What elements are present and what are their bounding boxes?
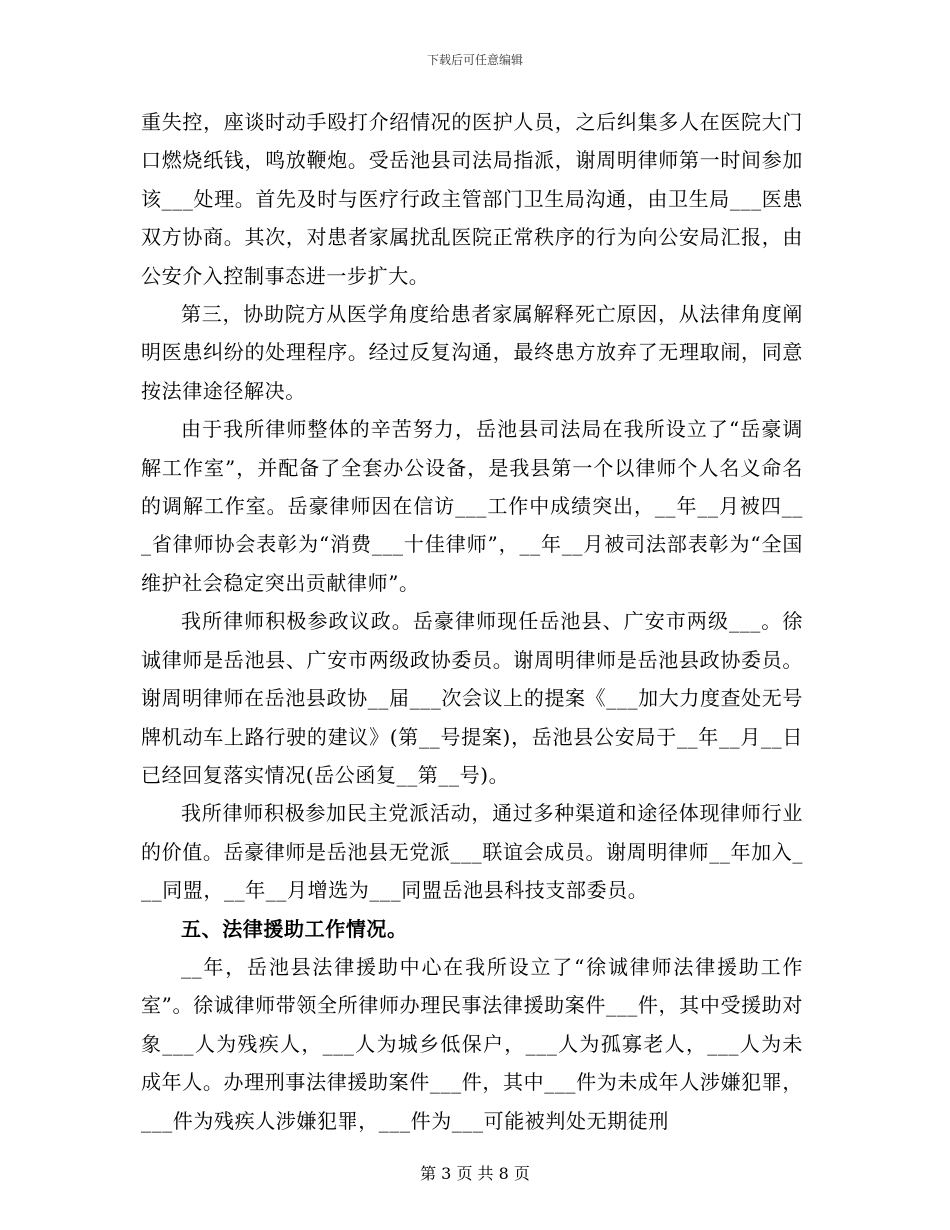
paragraph-democratic-parties: 我所律师积极参加民主党派活动，通过多种渠道和途径体现律师行业的价值。岳豪律师是岳池县无党派___联谊会成员。谢周明律师__年加入___同盟，__年__月增选为___同盟岳池县科技支部委员。	[141, 801, 803, 903]
paragraph-third-point: 第三，协助院方从医学角度给患者家属解释死亡原因，从法律角度阐明医患纠纷的处理程序。经过反复沟通，最终患方放弃了无理取闹，同意按法律途径解决。	[141, 302, 803, 403]
paragraph-continuation: 重失控，座谈时动手殴打介绍情况的医护人员，之后纠集多人在医院大门口燃烧纸钱，鸣放鞭炮。受岳池县司法局指派，谢周明律师第一时间参加该___处理。首先及时与医疗行政主管部门卫生局沟通，由卫生局___医患双方协商。其次，对患者家属扰乱医院正常秩序的行为向公安局汇报，由公安介入控制事态进一步扩大。	[141, 110, 803, 288]
section-heading-legal-aid: 五、法律援助工作情况。	[181, 916, 408, 941]
paragraph-political-participation: 我所律师积极参政议政。岳豪律师现任岳池县、广安市两级___。徐诚律师是岳池县、广安市两级政协委员。谢周明律师是岳池县政协委员。谢周明律师在岳池县政协__届___次会议上的提案《___加大力度查处无号牌机动车上路行驶的建议》(第__号提案)，岳池县公安局于__年__月__日已经回复落实情况(岳公函复__第__号)。	[141, 609, 803, 787]
paragraph-legal-aid: __年，岳池县法律援助中心在我所设立了“徐诚律师法律援助工作室”。徐诚律师带领全所律师办理民事法律援助案件___件，其中受援助对象___人为残疾人，___人为城乡低保户，___人为孤寡老人，___人为未成年人。办理刑事法律援助案件___件，其中___件为未成年人涉嫌犯罪，___件为残疾人涉嫌犯罪，___件为___可能被判处无期徒刑	[141, 954, 803, 1133]
document-body	[141, 103, 803, 1140]
page-number: 第 3 页 共 8 页	[420, 1164, 530, 1183]
paragraph-mediation-room: 由于我所律师整体的辛苦努力，岳池县司法局在我所设立了“岳豪调解工作室”，并配备了全套办公设备，是我县第一个以律师个人名义命名的调解工作室。岳豪律师因在信访___工作中成绩突出，__年__月被四___省律师协会表彰为“消费___十佳律师”，__年__月被司法部表彰为“全国维护社会稳定突出贡献律师”。	[141, 417, 803, 595]
page-header: 下载后可任意编辑	[426, 53, 523, 67]
